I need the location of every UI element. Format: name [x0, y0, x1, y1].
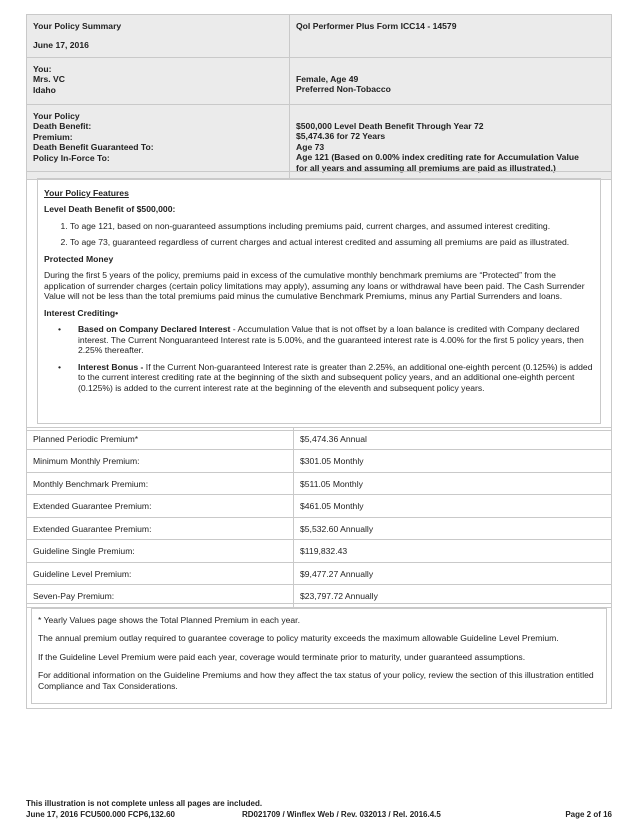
interest-heading: Interest Crediting•: [44, 307, 119, 318]
insured-name: Mrs. VC: [33, 74, 65, 85]
note-text: The annual premium outlay required to guarantee coverage to policy maturity exceeds the maximum allowable Guideline Level Premium.: [38, 633, 559, 644]
insured-details-cell: [290, 58, 612, 105]
bullet-icon: •: [58, 361, 62, 372]
guaranteed-label: Death Benefit Guaranteed To:: [33, 142, 154, 153]
premium-row-label: Guideline Single Premium:: [27, 540, 294, 562]
interest-item-text: - Accumulation Value that is not offset by a loan balance is credited with Company declared interest. The Current Nonguaranteed Interest rate is 5.00%, and the guaranteed interest rate is 4.00% for the first 5 policy years, then 2.25% thereafter.: [78, 324, 584, 356]
premium-row-label: Monthly Benchmark Premium:: [27, 472, 294, 494]
interest-item-title: Interest Bonus -: [78, 361, 144, 372]
summary-date: June 17, 2016: [33, 40, 89, 51]
guaranteed-value: Age 73: [296, 141, 325, 152]
premium-row-value: $301.05 Monthly: [294, 450, 612, 472]
premium-row-label: Planned Periodic Premium*: [27, 428, 294, 450]
premium-row-value: $9,477.27 Annually: [294, 562, 612, 584]
policy-label: Your Policy: [33, 111, 80, 121]
premium-row-value: $5,474.36 Annual: [294, 428, 612, 450]
interest-item: [58, 361, 594, 393]
note-text: * Yearly Values page shows the Total Planned Premium in each year.: [38, 615, 300, 625]
premium-row-value: $461.05 Monthly: [294, 495, 612, 517]
premium-row-value: $511.05 Monthly: [294, 472, 612, 494]
level-heading: Level Death Benefit of $500,000:: [44, 204, 176, 215]
level-list: [44, 221, 594, 248]
gender-age: Female, Age 49: [296, 74, 359, 84]
product-cell: [290, 15, 612, 58]
policy-summary-table: [26, 14, 612, 180]
policy-features-inner: [37, 178, 601, 424]
level-item: 1. To age 121, based on non-guaranteed assumptions including premiums paid, current charges, and assumed interest crediting.: [70, 221, 594, 231]
page-number: Page 2 of 16: [565, 810, 612, 819]
premium-row-label: Seven-Pay Premium:: [27, 585, 294, 607]
note-text: If the Guideline Level Premium were paid each year, coverage would terminate prior to maturity, under guaranteed assumptions.: [38, 651, 526, 662]
premium-row: [27, 495, 612, 517]
premium-row-label: Extended Guarantee Premium:: [27, 495, 294, 517]
policy-features-box: [26, 171, 612, 431]
interest-item-title: Based on Company Declared Interest: [78, 324, 231, 335]
premium-row-value: $119,832.43: [294, 540, 612, 562]
premium-row-value: $5,532.60 Annually: [294, 517, 612, 539]
inforce-value: Age 121 (Based on 0.00% index crediting rate for Accumulation Value: [296, 152, 579, 163]
premium-row: [27, 562, 612, 584]
death-benefit-label: Death Benefit:: [33, 121, 92, 132]
premium-row-value: $23,797.72 Annually: [294, 585, 612, 607]
premium-label: Premium:: [33, 131, 73, 142]
premium-row-label: Minimum Monthly Premium:: [27, 450, 294, 472]
summary-title-cell: [27, 15, 290, 58]
footer-line: [26, 810, 612, 820]
level-item: 2. To age 73, guaranteed regardless of current charges and actual interest credited and assuming all premiums are paid as illustrated.: [70, 237, 594, 247]
policy-values-cell: [290, 105, 612, 180]
footer-left: June 17, 2016 FCU500.000 FCP6,132.60: [26, 810, 175, 819]
notes-inner: [31, 608, 607, 704]
footer-disclaimer: This illustration is not complete unless all pages are included.: [26, 799, 263, 808]
summary-header-row: [27, 15, 612, 58]
inforce-value-cont: for all years and assuming all premiums are paid as illustrated.): [296, 162, 556, 173]
product-name: Qol Performer Plus Form ICC14 - 14579: [296, 21, 457, 31]
premiums-table: [26, 427, 612, 608]
footer-middle: RD021709 / Winflex Web / Rev. 032013 / Rel. 2016.4.5: [242, 810, 441, 819]
premium-row: [27, 450, 612, 472]
premium-row: [27, 472, 612, 494]
premium-value: $5,474.36 for 72 Years: [296, 131, 386, 142]
interest-item: [58, 324, 594, 356]
interest-list: [44, 324, 594, 393]
risk-class: Preferred Non-Tobacco: [296, 84, 391, 95]
premium-row-label: Guideline Level Premium:: [27, 562, 294, 584]
premium-row: [27, 540, 612, 562]
policy-labels-cell: [27, 105, 290, 180]
features-title: Your Policy Features: [44, 188, 129, 198]
summary-title: Your Policy Summary: [33, 21, 122, 31]
death-benefit-value: $500,000 Level Death Benefit Through Year 72: [296, 121, 484, 131]
bullet-icon: •: [58, 324, 62, 335]
premium-row: [27, 428, 612, 450]
inforce-label: Policy In-Force To:: [33, 152, 110, 163]
you-label: You:: [33, 64, 52, 74]
insured-row: [27, 58, 612, 105]
policy-row: [27, 105, 612, 180]
protected-heading: Protected Money: [44, 253, 114, 264]
protected-text: During the first 5 years of the policy, premiums paid in excess of the cumulative monthly benchmark premiums are “Protected” from the application of surrender charges (certain policy limitations may apply), assuming any loans or withdrawal have been paid. The Cash Surrender Value will not be less than the total premiums paid minus the cumulative Benchmark Premiums, minus any Partial Surrenders and loans.: [44, 270, 585, 302]
note-text: For additional information on the Guideline Premiums and how they affect the tax status of your policy, review the section of this illustration entitled Compliance and Tax Considerations.: [38, 670, 594, 691]
insured-cell: [27, 58, 290, 105]
insured-state: Idaho: [33, 84, 56, 95]
premium-row: [27, 517, 612, 539]
premium-row-label: Extended Guarantee Premium:: [27, 517, 294, 539]
notes-box: [26, 603, 612, 709]
interest-item-text: If the Current Non-guaranteed Interest rate is greater than 2.25%, an additional one-eighth percent (0.125%) is added to the current interest crediting rate at the beginning of the sixth and subsequent policy years, and an additional one-eighth percent (0.125%) is added to the current interest rate at the beginning of the eleventh and subsequent policy years.: [78, 361, 593, 393]
